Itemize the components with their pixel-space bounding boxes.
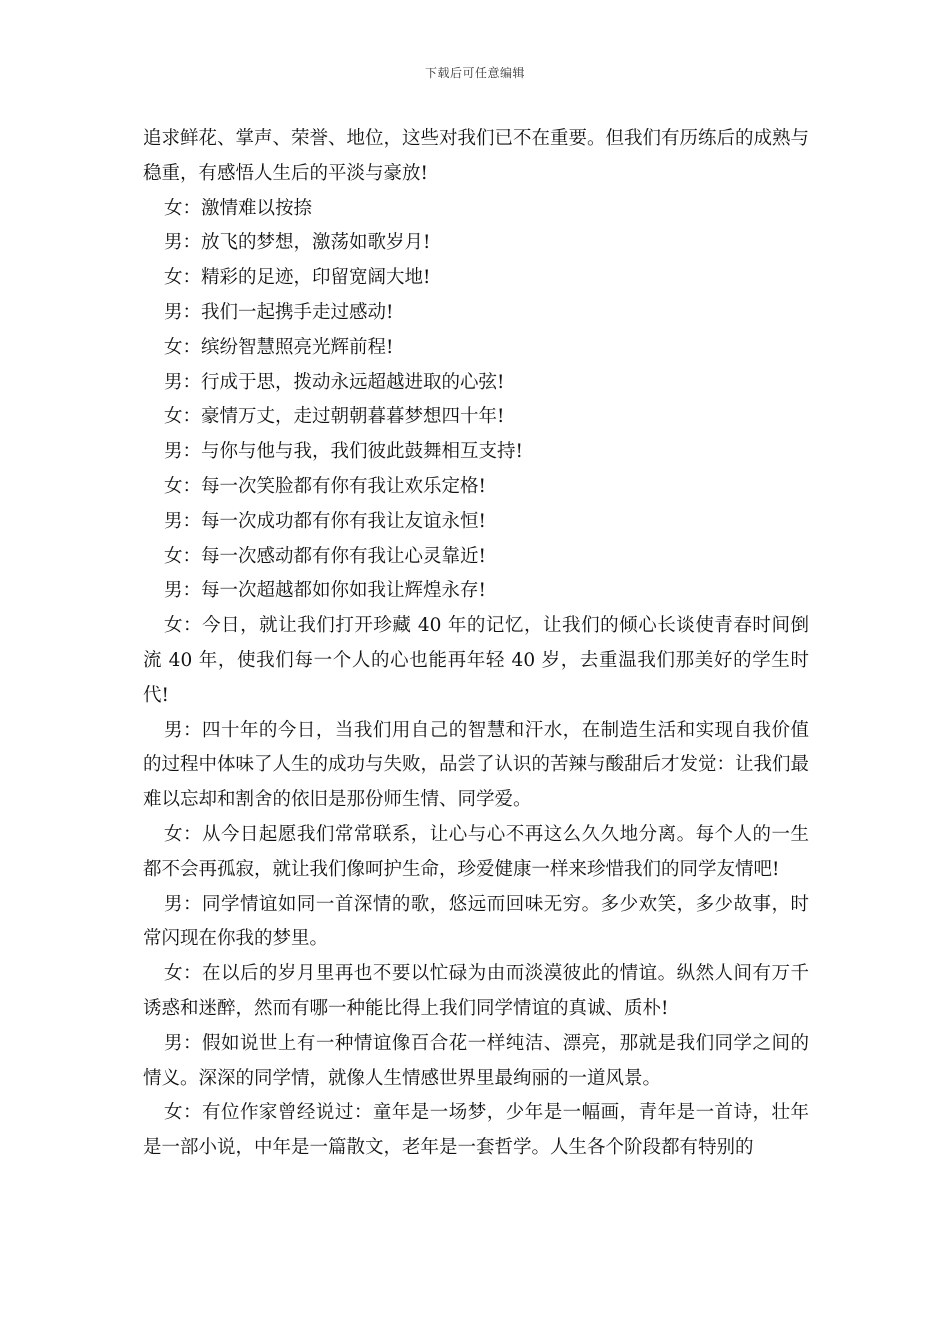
paragraph: 男：假如说世上有一种情谊像百合花一样纯洁、漂亮，那就是我们同学之间的情义。深深的同学情，就像人生情感世界里最绚丽的一道风景。 bbox=[143, 1032, 809, 1089]
paragraph: 男：每一次超越都如你如我让辉煌永存! bbox=[164, 580, 486, 602]
paragraph: 女：有位作家曾经说过：童年是一场梦，少年是一幅画，青年是一首诗，壮年是一部小说，中年是一篇散文，老年是一套哲学。人生各个阶段都有特别的 bbox=[143, 1102, 809, 1159]
paragraph: 女：从今日起愿我们常常联系，让心与心不再这么久久地分离。每个人的一生都不会再孤寂，就让我们像呵护生命，珍爱健康一样来珍惜我们的同学友情吧! bbox=[143, 823, 809, 880]
paragraph: 女：在以后的岁月里再也不要以忙碌为由而淡漠彼此的情谊。纵然人间有万千诱惑和迷醉，然而有哪一种能比得上我们同学情谊的真诚、质朴! bbox=[143, 963, 809, 1019]
paragraph: 追求鲜花、掌声、荣誉、地位，这些对我们已不在重要。但我们有历练后的成熟与稳重，有感悟人生后的平淡与豪放! bbox=[143, 128, 810, 184]
paragraph: 男：同学情谊如同一首深情的歌，悠远而回味无穷。多少欢笑，多少故事，时常闪现在你我的梦里。 bbox=[143, 893, 809, 950]
paragraph: 女：每一次笑脸都有你有我让欢乐定格! bbox=[164, 475, 486, 497]
paragraph: 女：今日，就让我们打开珍藏 40 年的记忆，让我们的倾心长谈使青春时间倒流 40 年，使我们每一个人的心也能再年轻 40 岁，去重温我们那美好的学生时代! bbox=[143, 615, 809, 706]
paragraph: 女：缤纷智慧照亮光辉前程! bbox=[164, 336, 394, 358]
paragraph: 女：豪情万丈，走过朝朝暮暮梦想四十年! bbox=[164, 406, 505, 428]
paragraph: 男：与你与他与我，我们彼此鼓舞相互支持! bbox=[164, 441, 523, 463]
paragraph: 男：我们一起携手走过感动! bbox=[164, 301, 394, 323]
paragraph: 男：行成于思，拨动永远超越进取的心弦! bbox=[164, 371, 505, 393]
paragraph: 女：激情难以按捺 bbox=[164, 197, 313, 219]
paragraph: 男：放飞的梦想，激荡如歌岁月! bbox=[164, 232, 431, 254]
paragraph: 男：每一次成功都有你有我让友谊永恒! bbox=[164, 510, 486, 532]
page-header-note: 下载后可任意编辑 bbox=[424, 66, 525, 80]
paragraph: 男：四十年的今日，当我们用自己的智慧和汗水，在制造生活和实现自我价值的过程中体味了人生的成功与失败，品尝了认识的苦辣与酸甜后才发觉：让我们最难以忘却和割舍的依旧是那份师生情、同学爱。 bbox=[143, 719, 810, 811]
paragraph: 女：精彩的足迹，印留宽阔大地! bbox=[164, 267, 431, 289]
paragraph: 女：每一次感动都有你有我让心灵靠近! bbox=[164, 545, 486, 567]
document-body bbox=[143, 122, 809, 1166]
